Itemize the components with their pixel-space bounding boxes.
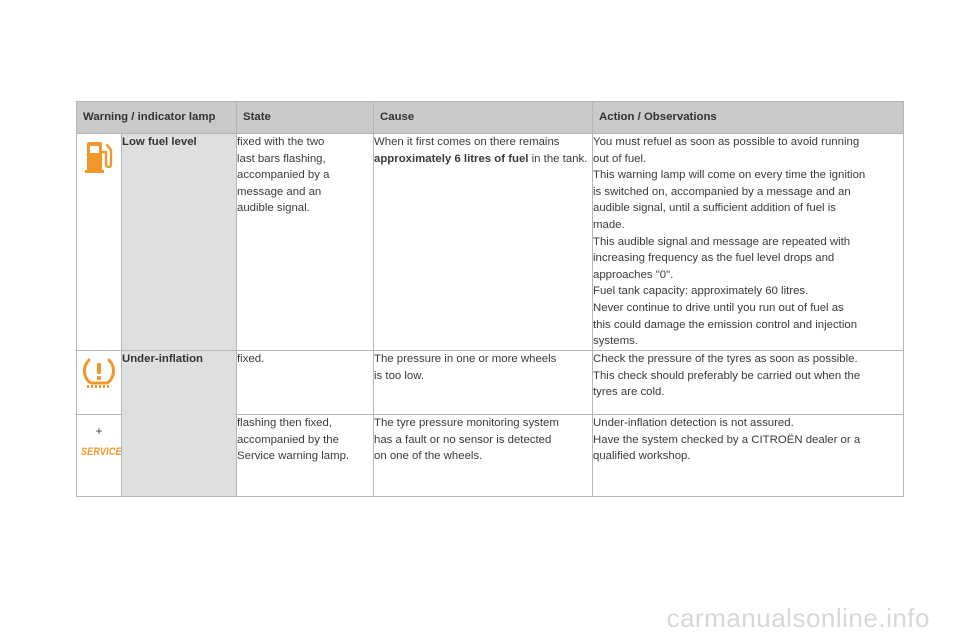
state-cell: [237, 134, 374, 351]
action-cell: [593, 351, 904, 415]
action-line: Under-inflation detection is not assured.: [593, 417, 794, 429]
icon-cell: [77, 351, 122, 415]
cause-line: The pressure in one or more wheels: [374, 353, 557, 365]
header-warning-lamp: Warning / indicator lamp: [77, 102, 237, 134]
action-line: This audible signal and message are repeated with: [593, 235, 851, 248]
cause-line: is too low.: [374, 369, 425, 382]
action-line: This check should preferably be carried out when the: [593, 369, 861, 382]
state-line: last bars flashing,: [237, 152, 326, 165]
icon-cell: [77, 415, 122, 497]
plus-sign: +: [95, 424, 103, 438]
header-cause: Cause: [374, 102, 593, 134]
action-line: this could damage the emission control and injection: [593, 318, 858, 331]
cause-text: in the tank.: [531, 152, 588, 165]
state-cell: [237, 415, 374, 497]
state-line: Service warning lamp.: [237, 450, 350, 463]
action-line: This warning lamp will come on every time the ignition: [593, 169, 866, 182]
watermark: carmanualsonline.info: [666, 603, 930, 633]
action-line: made.: [593, 218, 625, 231]
action-line: systems.: [593, 335, 638, 348]
action-line: approaches "0".: [593, 268, 674, 281]
state-line: accompanied by a: [237, 169, 330, 182]
header-state: State: [237, 102, 374, 134]
state-line: flashing then fixed,: [237, 417, 333, 429]
state-line: fixed with the two: [237, 136, 325, 148]
action-line: out of fuel.: [593, 152, 647, 165]
fuel-pump-icon: [84, 140, 114, 174]
action-line: Fuel tank capacity: approximately 60 litres.: [593, 285, 809, 298]
table-row-low-fuel: [77, 134, 904, 351]
cause-line: has a fault or no sensor is detected: [374, 433, 552, 446]
action-line: qualified workshop.: [593, 450, 691, 463]
service-icon: SERVICE: [80, 445, 122, 458]
header-action: Action / Observations: [593, 102, 904, 134]
state-cell: [237, 351, 374, 415]
cause-text: When it first comes on there remains: [374, 136, 560, 148]
tyre-pressure-icon: [82, 357, 116, 389]
action-line: Never continue to drive until you run out of fuel as: [593, 301, 844, 314]
state-line: accompanied by the: [237, 433, 339, 446]
table-row-under-inflation: [77, 351, 904, 415]
state-line: fixed.: [237, 353, 265, 365]
action-line: Have the system checked by a CITROËN dealer or a: [593, 433, 861, 446]
action-cell: [593, 134, 904, 351]
icon-cell: [77, 134, 122, 351]
warning-lamp-table: [76, 101, 904, 497]
cause-line: on one of the wheels.: [374, 450, 483, 463]
state-line: audible signal.: [237, 202, 310, 215]
cause-cell: [374, 134, 593, 351]
action-line: Check the pressure of the tyres as soon as possible.: [593, 353, 858, 365]
state-line: message and an: [237, 185, 322, 198]
cause-cell: [374, 351, 593, 415]
action-line: is switched on, accompanied by a message and an: [593, 185, 851, 198]
action-cell: [593, 415, 904, 497]
lamp-name-under-inflation: Under-inflation: [122, 351, 237, 497]
cause-bold-text: approximately 6 litres of fuel: [374, 152, 529, 165]
cause-line: The tyre pressure monitoring system: [374, 417, 559, 429]
action-line: tyres are cold.: [593, 386, 665, 399]
lamp-name-low-fuel: Low fuel level: [122, 134, 237, 351]
action-line: increasing frequency as the fuel level drops and: [593, 252, 835, 265]
table-header-row: [77, 102, 904, 134]
action-line: You must refuel as soon as possible to avoid running: [593, 136, 860, 148]
cause-cell: [374, 415, 593, 497]
action-line: audible signal, until a sufficient addition of fuel is: [593, 202, 836, 215]
